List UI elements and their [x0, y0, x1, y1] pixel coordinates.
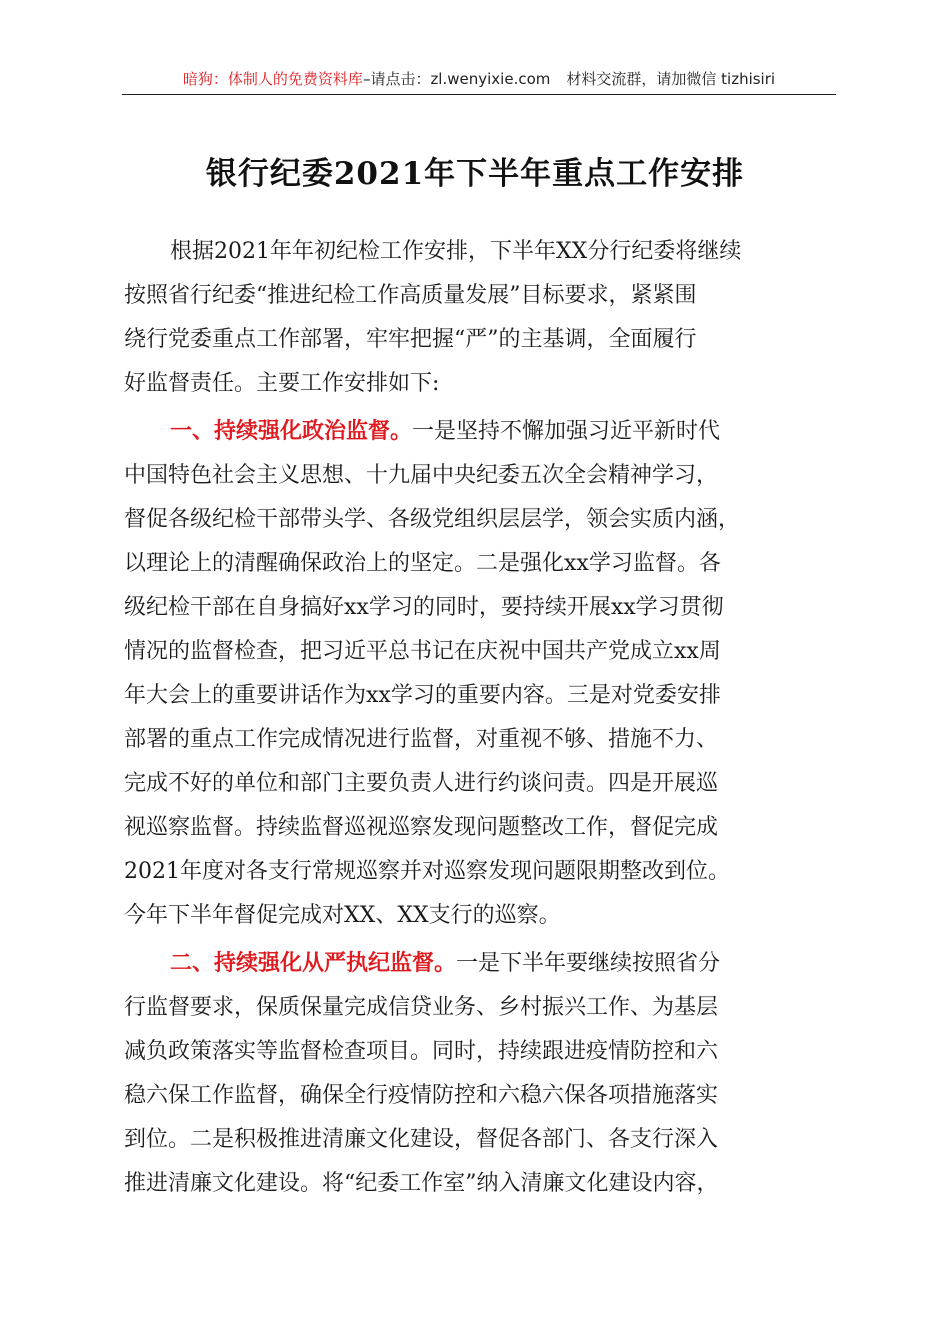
text-line: 按照省行纪委“推进纪检工作高质量发展”目标要求，紧紧围: [124, 283, 697, 308]
header-site-name: 暗狗：体制人的免费资料库: [182, 70, 363, 88]
page-header: [122, 64, 836, 95]
text-line: 部署的重点工作完成情况进行监督，对重视不够、措施不力、: [124, 727, 719, 752]
text-line: 一、持续强化政治监督。一是坚持不懈加强习近平新时代: [170, 419, 721, 444]
text-line: 今年下半年督促完成对XX、XX支行的巡察。: [124, 903, 561, 928]
text-line: 到位。二是积极推进清廉文化建设，督促各部门、各支行深入: [124, 1127, 719, 1152]
text-line: 行监督要求，保质保量完成信贷业务、乡村振兴工作、为基层: [124, 995, 719, 1020]
header-link[interactable]: –请点击：zl.wenyixie.com: [362, 70, 551, 88]
text-line: 推进清廉文化建设。将“纪委工作室”纳入清廉文化建设内容，: [124, 1171, 719, 1196]
text-line: 完成不好的单位和部门主要负责人进行约谈问责。四是开展巡: [124, 771, 719, 796]
text-line: 以理论上的清醒确保政治上的坚定。二是强化xx学习监督。各: [124, 551, 721, 576]
section-heading: 二、持续强化从严执纪监督。: [170, 951, 457, 976]
text-line: 级纪检干部在自身搞好xx学习的同时，要持续开展xx学习贯彻: [124, 595, 724, 620]
text-line: 减负政策落实等监督检查项目。同时，持续跟进疫情防控和六: [124, 1039, 719, 1064]
text-line: 视巡察监督。持续监督巡视巡察发现问题整改工作，督促完成: [124, 815, 719, 840]
text-line: 情况的监督检查，把习近平总书记在庆祝中国共产党成立xx周: [124, 639, 721, 664]
text-line: 稳六保工作监督，确保全行疫情防控和六稳六保各项措施落实: [124, 1083, 719, 1108]
section-heading: 一、持续强化政治监督。: [170, 419, 413, 444]
text-line: 二、持续强化从严执纪监督。一是下半年要继续按照省分: [170, 951, 721, 976]
text-line: 2021年度对各支行常规巡察并对巡察发现问题限期整改到位。: [124, 859, 730, 884]
text-line: 绕行党委重点工作部署，牢牢把握“严”的主基调，全面履行: [124, 327, 697, 352]
header-wechat: 材料交流群，请加微信 tizhisiri: [566, 70, 776, 88]
text-line: 中国特色社会主义思想、十九届中央纪委五次全会精神学习，: [124, 463, 719, 488]
text-line: 根据2021年年初纪检工作安排，下半年XX分行纪委将继续: [170, 239, 742, 264]
document-title: 银行纪委2021年下半年重点工作安排: [205, 156, 745, 192]
text-line: 督促各级纪检干部带头学、各级党组织层层学，领会实质内涵，: [124, 507, 741, 532]
text-line: 年大会上的重要讲话作为xx学习的重要内容。三是对党委安排: [124, 683, 721, 708]
text-line: 好监督责任。主要工作安排如下:: [124, 371, 440, 396]
